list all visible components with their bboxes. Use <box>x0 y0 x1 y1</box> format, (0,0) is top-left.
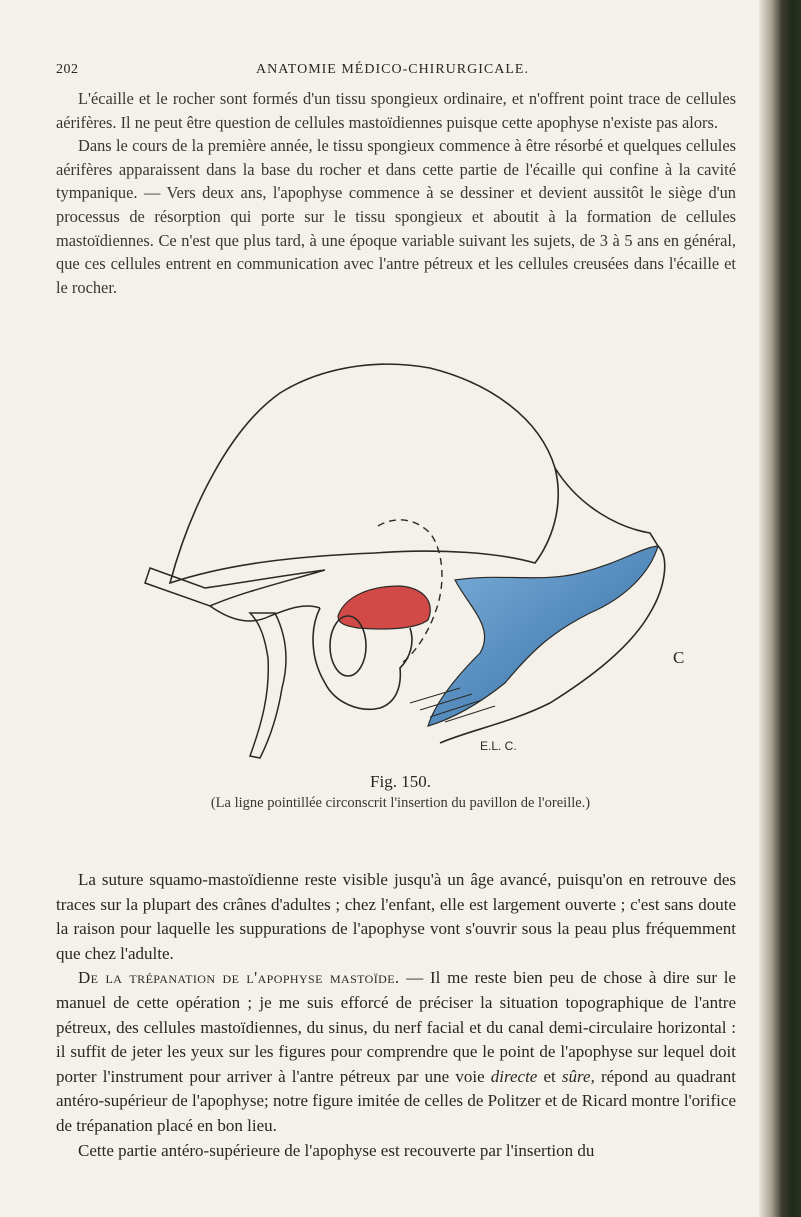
engraver-signature: E.L. C. <box>480 739 517 753</box>
paragraph: L'écaille et le rocher sont formés d'un tissu spongieux ordinaire, et n'offrent point trace de cellules aérifères. Il ne peut être question de cellules mastoïdiennes puisque cette apophyse n'existe pas alors. <box>56 89 736 132</box>
mastoid-illustration <box>110 358 710 768</box>
text-run: et <box>537 1066 562 1086</box>
emphasis: directe <box>490 1066 538 1086</box>
figure-label: Fig. 150. <box>370 772 431 791</box>
squama-outline <box>170 364 558 583</box>
figure-caption: (La ligne pointillée circonscrit l'insertion du pavillon de l'oreille.) <box>210 795 591 811</box>
running-title: ANATOMIE MÉDICO-CHIRURGICALE. <box>256 62 529 77</box>
styloid-process <box>250 613 286 758</box>
paragraph: Cette partie antéro-supérieure de l'apophyse est recouverte par l'insertion du <box>78 1140 595 1160</box>
paragraph: La suture squamo-mastoïdienne reste visible jusqu'à un âge avancé, puisqu'on en retrouve des traces sur la plupart des crânes d'adultes ; chez l'enfant, elle est largement ouverte ; c'est sans doute la raison pour laquelle les suppurations de l'apophyse vont s'ouvrir sous la peau plus fréquemment que chez l'adulte. <box>56 870 736 963</box>
marker-c: C <box>673 648 685 667</box>
figure-150 <box>110 358 710 768</box>
paragraph: Dans le cours de la première année, le tissu spongieux commence à être résorbé et quelques cellules aérifères apparaissent dans la base du rocher et dans cette partie de l'écaille qui confine à la cavité tympanique. — Vers deux ans, l'apophyse commence à se dessiner et devient aussitôt le siège d'un processus de résorption qui porte sur le tissu spongieux et aboutit à la formation de cellules mastoïdiennes. Ce n'est que plus tard, à une époque variable suivant les sujets, de 3 à 5 ans en général, que ces cellules entrent en communication avec l'antre pétreux et les cellules creusées dans l'écaille et le rocher. <box>56 136 736 297</box>
paragraph <box>56 966 736 1138</box>
lateral-sinus <box>428 546 658 726</box>
antrum <box>338 586 430 629</box>
page-header <box>56 62 736 84</box>
text-run: — Il me reste bien peu de chose à dire sur le manuel de cette opération ; je me suis efforcé de préciser la situation topographique de l'antre pétreux, des cellules mastoïdiennes, du sinus, du nerf facial et du canal demi-circulaire horizontal : il suffit de jeter les yeux sur les figures pour comprendre que le point de l'apophyse sur lequel doit porter l'instrument pour arriver à l'antre pétreux par une voie <box>56 968 736 1086</box>
text-run: , répond au quadrant antéro-supérieur de l'apophyse; notre figure imitée de celles de Politzer et de Ricard montre l'orifice de trépanation placé en bon lieu. <box>56 1066 736 1135</box>
binding-edge <box>759 0 801 1217</box>
section-heading: De la trépanation de l'apophyse mastoïde. <box>78 968 400 988</box>
page-number: 202 <box>56 62 79 77</box>
text-block-top <box>56 87 736 299</box>
emphasis: sûre <box>561 1066 591 1086</box>
text-block-bottom <box>56 868 736 1163</box>
